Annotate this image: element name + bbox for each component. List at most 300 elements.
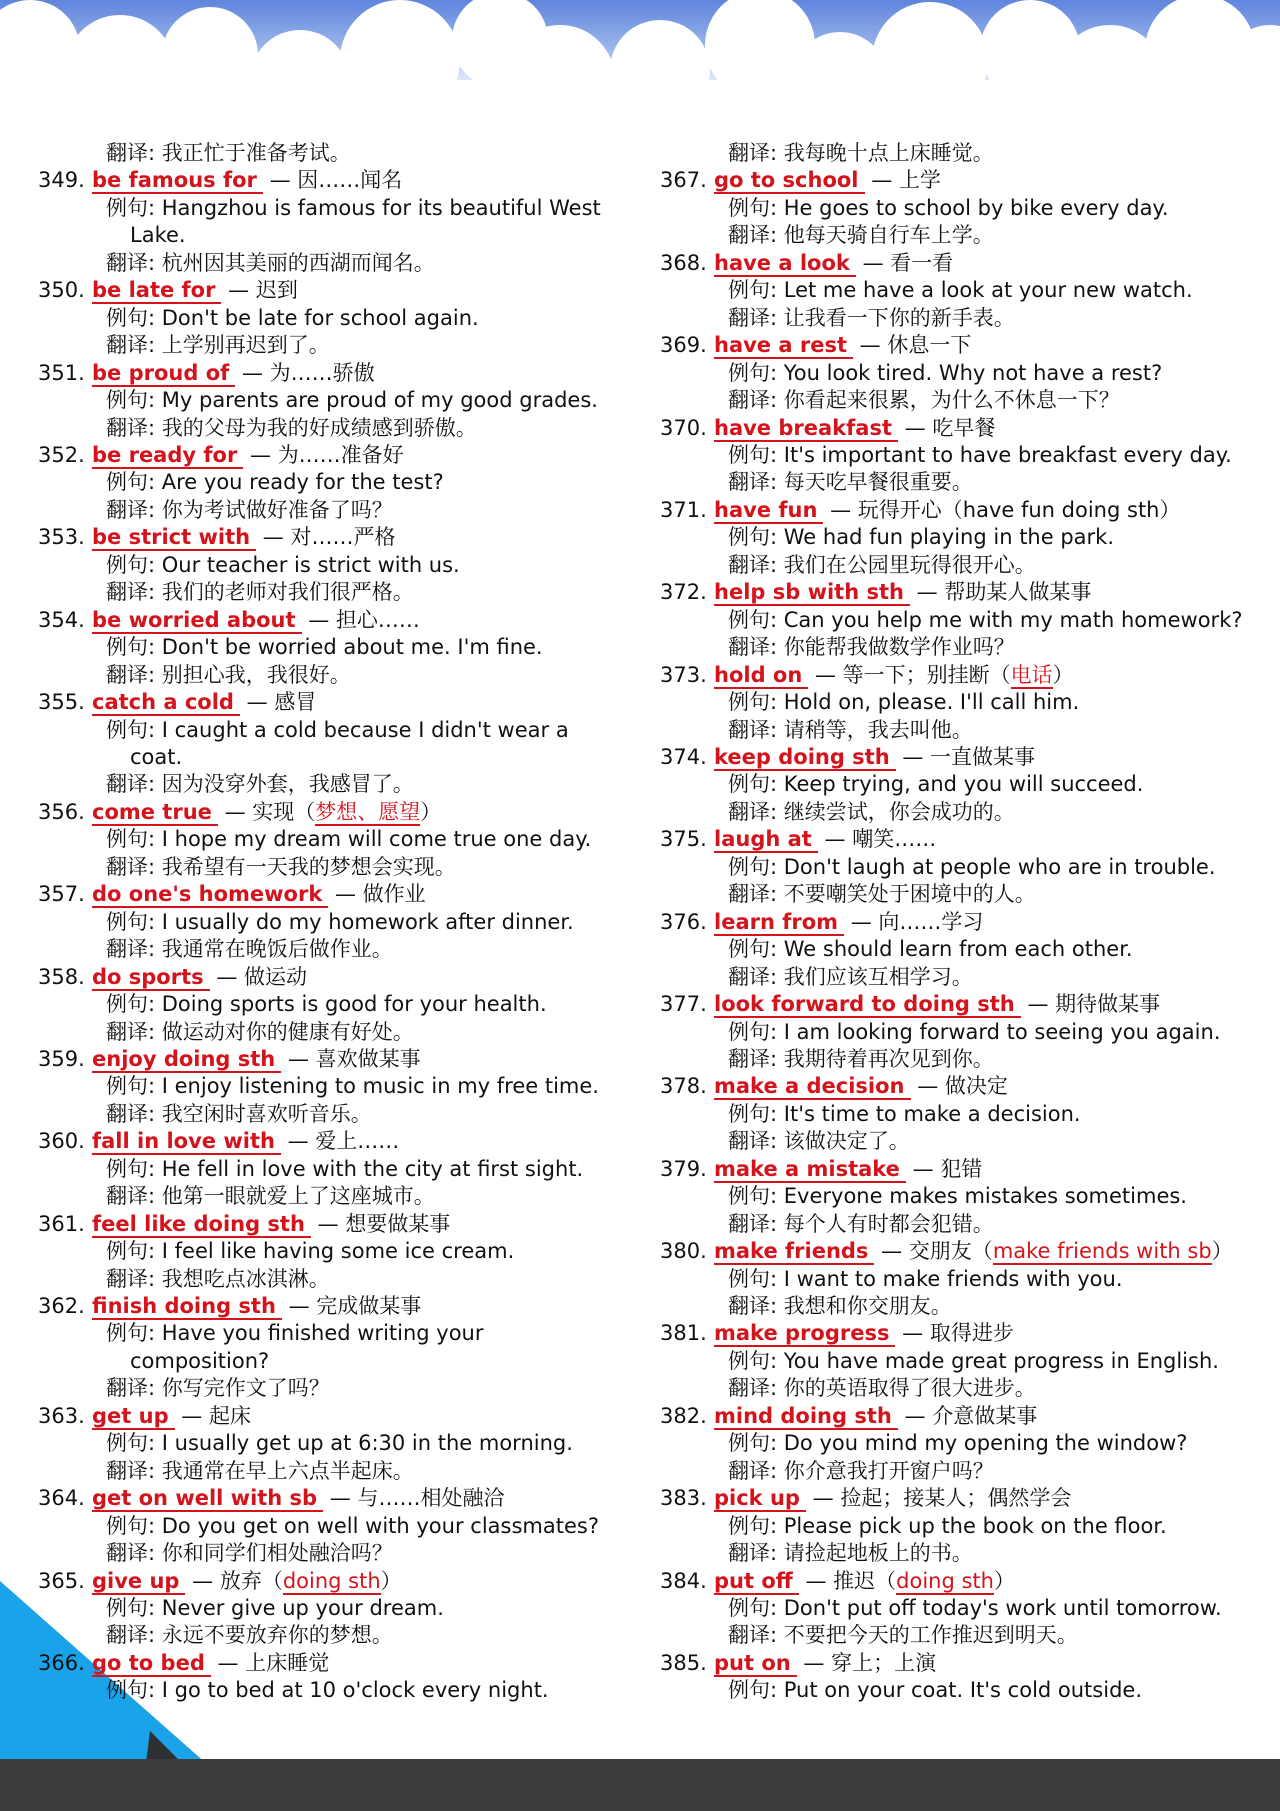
phrase-meaning: 看一看: [890, 250, 954, 275]
translation-line: [38, 771, 638, 798]
phrase-term: come true: [92, 800, 218, 826]
translation-text: 我空闲时喜欢听音乐。: [161, 1101, 372, 1126]
phrase-meaning: 上床睡觉: [245, 1650, 330, 1675]
translation-line: [38, 1622, 638, 1649]
entry-number: 352.: [38, 442, 85, 467]
entry-heading: [38, 442, 638, 469]
translation-line: [38, 140, 638, 167]
example-sentence: [38, 1430, 638, 1457]
translation-label: 翻译:: [106, 250, 156, 275]
translation-label: 翻译:: [728, 552, 778, 577]
entry-number: 372.: [660, 580, 707, 605]
translation-line: [38, 250, 638, 277]
example-label: 例句:: [106, 1513, 156, 1538]
example-sentence: [38, 634, 638, 661]
entry-heading: [38, 524, 638, 551]
phrase-term: feel like doing sth: [92, 1212, 311, 1238]
translation-line: [660, 387, 1260, 414]
example-sentence: [38, 1513, 638, 1540]
example-label: 例句:: [106, 635, 156, 660]
phrase-meaning: 帮助某人做某事: [944, 580, 1092, 605]
phrase-meaning: 起床: [208, 1403, 251, 1428]
footer-bar: [0, 1759, 1280, 1811]
phrase-meaning: 完成做某事: [316, 1294, 422, 1319]
entry-number: 358.: [38, 964, 85, 989]
phrase-meaning: 喜欢做某事: [315, 1046, 421, 1071]
dash-separator: —: [287, 1129, 309, 1154]
translation-text: 你和同学们相处融洽吗？: [161, 1541, 393, 1566]
entry-heading: [38, 1128, 638, 1155]
phrase-term: hold on: [714, 663, 808, 689]
phrase-meaning: 做运动: [244, 964, 307, 989]
translation-text: 你介意我打开窗户吗？: [783, 1458, 994, 1483]
entry-number: 349.: [38, 168, 85, 193]
phrase-meaning: 休息一下: [887, 333, 972, 358]
entry-heading: [38, 1650, 638, 1677]
entry-heading: [660, 826, 1260, 853]
meaning-note: 电话: [1010, 662, 1053, 687]
entry-heading: [660, 1403, 1260, 1430]
entry-number: 382.: [660, 1403, 707, 1428]
phrase-meaning: 与……相处融洽: [357, 1486, 505, 1511]
example-text: My parents are proud of my good grades.: [161, 388, 598, 413]
entry-heading: [660, 250, 1260, 277]
translation-label: 翻译:: [728, 1211, 778, 1236]
example-text: I feel like having some ice cream.: [161, 1239, 515, 1264]
example-label: 例句:: [728, 1019, 778, 1044]
translation-line: [660, 222, 1260, 249]
translation-text: 我想吃点冰淇淋。: [161, 1266, 330, 1291]
example-label: 例句:: [106, 305, 156, 330]
translation-line: [660, 469, 1260, 496]
phrase-term: fall in love with: [92, 1129, 281, 1155]
translation-text: 每个人有时都会犯错。: [783, 1211, 994, 1236]
example-label: 例句:: [106, 1678, 156, 1703]
phrase-term: keep doing sth: [714, 745, 896, 771]
phrase-term: make progress: [714, 1321, 895, 1347]
example-label: 例句:: [106, 470, 156, 495]
example-text: I usually get up at 6:30 in the morning.: [161, 1431, 573, 1456]
translation-text: 该做决定了。: [783, 1129, 910, 1154]
translation-label: 翻译:: [728, 223, 778, 248]
entry-heading: [38, 964, 638, 991]
example-text: We should learn from each other.: [783, 937, 1133, 962]
translation-label: 翻译:: [728, 717, 778, 742]
example-sentence: [660, 360, 1260, 387]
translation-label: 翻译:: [728, 799, 778, 824]
phrase-meaning: 感冒: [274, 690, 317, 715]
translation-label: 翻译:: [728, 470, 778, 495]
translation-label: 翻译:: [106, 1101, 156, 1126]
translation-label: 翻译:: [728, 882, 778, 907]
entry-number: 384.: [660, 1568, 707, 1593]
example-sentence: [38, 1595, 638, 1622]
entry-number: 370.: [660, 415, 707, 440]
translation-label: 翻译:: [728, 305, 778, 330]
example-sentence: [660, 1019, 1260, 1046]
example-text: Can you help me with my math homework?: [783, 607, 1243, 632]
translation-label: 翻译:: [106, 1541, 156, 1566]
translation-label: 翻译:: [728, 1376, 778, 1401]
translation-text: 永远不要放弃你的梦想。: [161, 1623, 393, 1648]
example-sentence: [660, 1595, 1260, 1622]
phrase-term: give up: [92, 1569, 185, 1595]
entry-number: 360.: [38, 1129, 85, 1154]
meaning-note: 梦想、愿望: [315, 799, 421, 824]
translation-line: [660, 140, 1260, 167]
phrase-term: laugh at: [714, 827, 818, 853]
translation-line: [660, 634, 1260, 661]
meaning-note-close: ）: [1052, 662, 1074, 687]
example-text: You look tired. Why not have a rest?: [783, 360, 1163, 385]
translation-line: [660, 1128, 1260, 1155]
dash-separator: —: [912, 1156, 934, 1181]
translation-text: 让我看一下你的新手表。: [783, 305, 1015, 330]
translation-line: [660, 799, 1260, 826]
translation-label: 翻译:: [106, 580, 156, 605]
phrase-meaning: 对……严格: [290, 525, 396, 550]
example-text: It's important to have breakfast every day.: [783, 442, 1232, 467]
example-sentence: [660, 1266, 1260, 1293]
meaning-note-close: ）: [420, 799, 442, 824]
entry-number: 377.: [660, 992, 707, 1017]
example-label: 例句:: [728, 1101, 778, 1126]
entry-heading: [38, 277, 638, 304]
phrase-term: look forward to doing sth: [714, 992, 1021, 1018]
example-label: 例句:: [728, 195, 778, 220]
example-text: Are you ready for the test?: [161, 470, 444, 495]
translation-text: 我期待着再次见到你。: [783, 1046, 994, 1071]
example-label: 例句:: [728, 1678, 778, 1703]
phrase-term: have fun: [714, 498, 823, 524]
translation-text: 请稍等，我去叫他。: [783, 717, 973, 742]
translation-text: 请捡起地板上的书。: [783, 1541, 973, 1566]
translation-text: 杭州因其美丽的西湖而闻名。: [161, 250, 435, 275]
dash-separator: —: [805, 1568, 827, 1593]
phrase-meaning: 期待做某事: [1055, 992, 1161, 1017]
entry-number: 362.: [38, 1294, 85, 1319]
meaning-note-close: ）: [1211, 1239, 1233, 1264]
entry-heading: [660, 1320, 1260, 1347]
example-label: 例句:: [106, 909, 156, 934]
entry-heading: [660, 332, 1260, 359]
translation-line: [38, 415, 638, 442]
phrase-meaning: 嘲笑……: [852, 827, 937, 852]
translation-line: [38, 1458, 638, 1485]
dash-separator: —: [871, 168, 893, 193]
translation-text: 我想和你交朋友。: [783, 1294, 952, 1319]
entry-heading: [38, 360, 638, 387]
example-text: I enjoy listening to music in my free time.: [161, 1074, 599, 1099]
phrase-term: mind doing sth: [714, 1404, 898, 1430]
example-continuation: coat.: [130, 744, 183, 769]
entry-number: 385.: [660, 1650, 707, 1675]
example-sentence: [38, 387, 638, 414]
dash-separator: —: [269, 168, 291, 193]
example-text: Keep trying, and you will succeed.: [783, 772, 1144, 797]
phrase-meaning: 做作业: [362, 882, 426, 907]
entry-heading: [660, 1238, 1260, 1265]
entry-number: 366.: [38, 1650, 85, 1675]
phrase-meaning: 为……准备好: [277, 442, 404, 467]
translation-label: 翻译:: [106, 333, 156, 358]
phrase-meaning: 一直做某事: [930, 744, 1036, 769]
cloud-sky-banner: [0, 0, 1280, 140]
phrase-term: put off: [714, 1569, 799, 1595]
dash-separator: —: [862, 250, 884, 275]
example-text: Everyone makes mistakes sometimes.: [783, 1184, 1187, 1209]
entry-heading: [660, 415, 1260, 442]
example-label: 例句:: [106, 992, 156, 1017]
example-label: 例句:: [728, 1266, 778, 1291]
example-sentence: [660, 1101, 1260, 1128]
translation-label: 翻译:: [106, 662, 156, 687]
entry-heading: [38, 1485, 638, 1512]
entry-number: 364.: [38, 1486, 85, 1511]
entry-number: 381.: [660, 1321, 707, 1346]
dash-separator: —: [902, 744, 924, 769]
entry-number: 351.: [38, 360, 85, 385]
example-sentence: [38, 991, 638, 1018]
dash-separator: —: [824, 827, 846, 852]
phrase-term: go to bed: [92, 1651, 211, 1677]
entry-number: 383.: [660, 1486, 707, 1511]
translation-label: 翻译:: [106, 854, 156, 879]
translation-text: 不要嘲笑处于困境中的人。: [783, 882, 1036, 907]
phrase-meaning: 为……骄傲: [269, 360, 375, 385]
phrase-term: go to school: [714, 168, 865, 194]
example-sentence: [660, 854, 1260, 881]
phrase-term: enjoy doing sth: [92, 1047, 281, 1073]
phrase-term: pick up: [714, 1486, 806, 1512]
phrase-meaning: 玩得开心（have fun doing sth）: [857, 497, 1181, 522]
translation-label: 翻译:: [728, 1046, 778, 1071]
entry-heading: [660, 744, 1260, 771]
phrase-meaning: 推迟（: [833, 1568, 897, 1593]
translation-text: 我通常在早上六点半起床。: [161, 1458, 414, 1483]
entry-heading: [38, 1568, 638, 1595]
dash-separator: —: [904, 415, 926, 440]
entry-heading: [660, 1073, 1260, 1100]
example-label: 例句:: [106, 552, 156, 577]
example-label: 例句:: [728, 1348, 778, 1373]
translation-text: 我们在公园里玩得很开心。: [783, 552, 1036, 577]
entry-heading: [660, 1485, 1260, 1512]
dash-separator: —: [850, 909, 872, 934]
translation-line: [660, 305, 1260, 332]
example-sentence: [660, 1348, 1260, 1375]
dash-separator: —: [1027, 992, 1049, 1017]
phrase-meaning: 放弃（: [219, 1568, 283, 1593]
phrase-term: have a rest: [714, 333, 853, 359]
entry-number: 368.: [660, 250, 707, 275]
example-continuation: Lake.: [130, 223, 186, 248]
translation-text: 上学别再迟到了。: [161, 333, 330, 358]
translation-label: 翻译:: [728, 1294, 778, 1319]
example-sentence: [660, 607, 1260, 634]
example-text: I go to bed at 10 o'clock every night.: [161, 1678, 549, 1703]
entry-number: 371.: [660, 497, 707, 522]
example-label: 例句:: [106, 1321, 156, 1346]
example-label: 例句:: [106, 1156, 156, 1181]
translation-label: 翻译:: [728, 388, 778, 413]
entry-heading: [660, 662, 1260, 689]
phrase-term: make a decision: [714, 1074, 911, 1100]
translation-line: [38, 1019, 638, 1046]
translation-text: 你能帮我做数学作业吗？: [783, 635, 1015, 660]
example-label: 例句:: [728, 1513, 778, 1538]
translation-label: 翻译:: [106, 1623, 156, 1648]
example-sentence: [660, 524, 1260, 551]
phrase-meaning: 犯错: [940, 1156, 983, 1181]
example-label: 例句:: [106, 827, 156, 852]
translation-text: 我们的老师对我们很严格。: [161, 580, 414, 605]
translation-label: 翻译:: [106, 497, 156, 522]
entry-number: 361.: [38, 1211, 85, 1236]
translation-line: [38, 854, 638, 881]
phrase-meaning: 穿上；上演: [831, 1650, 937, 1675]
example-sentence: [38, 305, 638, 332]
example-label: 例句:: [106, 1074, 156, 1099]
phrase-term: be ready for: [92, 443, 243, 469]
entry-number: 376.: [660, 909, 707, 934]
dash-separator: —: [246, 690, 268, 715]
phrase-term: put on: [714, 1651, 797, 1677]
example-sentence: [38, 717, 638, 744]
example-label: 例句:: [728, 442, 778, 467]
example-label: 例句:: [728, 1431, 778, 1456]
example-label: 例句:: [106, 1596, 156, 1621]
translation-line: [660, 1375, 1260, 1402]
phrase-meaning: 向……学习: [878, 909, 984, 934]
example-label: 例句:: [106, 1239, 156, 1264]
meaning-note: doing sth: [896, 1568, 994, 1593]
example-text: I hope my dream will come true one day.: [161, 827, 592, 852]
phrase-term: be late for: [92, 278, 221, 304]
translation-text: 你为考试做好准备了吗？: [161, 497, 393, 522]
translation-text: 我的父母为我的好成绩感到骄傲。: [161, 415, 477, 440]
entry-heading: [660, 579, 1260, 606]
translation-line: [38, 1540, 638, 1567]
example-sentence: [38, 909, 638, 936]
phrase-term: get on well with sb: [92, 1486, 323, 1512]
dash-separator: —: [308, 607, 330, 632]
entry-number: 359.: [38, 1046, 85, 1071]
entry-number: 367.: [660, 168, 707, 193]
entry-heading: [38, 689, 638, 716]
example-text: I want to make friends with you.: [783, 1266, 1123, 1291]
translation-text: 我正忙于准备考试。: [161, 141, 351, 165]
example-label: 例句:: [728, 772, 778, 797]
phrase-term: be proud of: [92, 361, 235, 387]
phrase-meaning: 做决定: [944, 1074, 1008, 1099]
example-sentence: [38, 1156, 638, 1183]
translation-label: 翻译:: [728, 1129, 778, 1154]
entry-heading: [38, 607, 638, 634]
translation-label: 翻译:: [728, 141, 778, 165]
translation-label: 翻译:: [728, 964, 778, 989]
translation-line: [660, 1293, 1260, 1320]
phrase-term: get up: [92, 1404, 175, 1430]
translation-line: [660, 964, 1260, 991]
phrase-meaning: 实现（: [252, 799, 316, 824]
dash-separator: —: [216, 964, 238, 989]
phrase-term: learn from: [714, 910, 844, 936]
translation-line: [38, 579, 638, 606]
dash-separator: —: [881, 1239, 903, 1264]
translation-line: [660, 552, 1260, 579]
phrase-meaning: 爱上……: [315, 1129, 400, 1154]
entry-heading: [38, 1403, 638, 1430]
phrase-term: make a mistake: [714, 1157, 906, 1183]
translation-text: 每天吃早餐很重要。: [783, 470, 973, 495]
translation-text: 我每晚十点上床睡觉。: [783, 141, 994, 165]
translation-line: [38, 936, 638, 963]
dash-separator: —: [262, 525, 284, 550]
entry-number: 374.: [660, 744, 707, 769]
dash-separator: —: [334, 882, 356, 907]
translation-line: [660, 1622, 1260, 1649]
example-text: Don't put off today's work until tomorrow.: [783, 1596, 1222, 1621]
example-label: 例句:: [106, 195, 156, 220]
example-text: Please pick up the book on the floor.: [783, 1513, 1167, 1538]
translation-text: 你看起来很累，为什么不休息一下？: [783, 388, 1120, 413]
translation-line: [660, 1540, 1260, 1567]
example-label: 例句:: [106, 1431, 156, 1456]
entry-heading: [38, 1046, 638, 1073]
translation-text: 我希望有一天我的梦想会实现。: [161, 854, 456, 879]
phrase-term: make friends: [714, 1239, 874, 1265]
meaning-note: doing sth: [282, 1568, 381, 1593]
example-text: Do you get on well with your classmates?: [161, 1513, 599, 1538]
translation-text: 继续尝试，你会成功的。: [783, 799, 1015, 824]
translation-line: [660, 717, 1260, 744]
example-text: Hold on, please. I'll call him.: [783, 690, 1080, 715]
translation-line: [660, 1211, 1260, 1238]
example-sentence: [660, 442, 1260, 469]
example-label: 例句:: [728, 1596, 778, 1621]
right-column: [660, 140, 1260, 1705]
translation-label: 翻译:: [106, 1019, 156, 1044]
dash-separator: —: [830, 497, 852, 522]
example-label: 例句:: [728, 1184, 778, 1209]
example-sentence: [660, 771, 1260, 798]
translation-label: 翻译:: [106, 1266, 156, 1291]
entry-heading: [38, 881, 638, 908]
example-text: I usually do my homework after dinner.: [161, 909, 574, 934]
dash-separator: —: [181, 1403, 203, 1428]
dash-separator: —: [803, 1650, 825, 1675]
dash-separator: —: [287, 1046, 309, 1071]
phrase-term: do one's homework: [92, 882, 328, 908]
phrase-meaning: 迟到: [255, 278, 298, 303]
dash-separator: —: [217, 1650, 239, 1675]
example-label: 例句:: [728, 360, 778, 385]
phrase-meaning: 取得进步: [929, 1321, 1014, 1346]
example-sentence: [660, 277, 1260, 304]
dash-separator: —: [192, 1568, 214, 1593]
example-sentence: [660, 1183, 1260, 1210]
dash-separator: —: [917, 1074, 939, 1099]
example-sentence: [38, 826, 638, 853]
translation-line: [660, 1046, 1260, 1073]
translation-label: 翻译:: [106, 1184, 156, 1209]
example-text: He fell in love with the city at first sight.: [161, 1156, 584, 1181]
dash-separator: —: [859, 333, 881, 358]
example-text: He goes to school by bike every day.: [783, 195, 1169, 220]
example-sentence: [38, 1073, 638, 1100]
meaning-note: make friends with sb: [992, 1239, 1212, 1264]
